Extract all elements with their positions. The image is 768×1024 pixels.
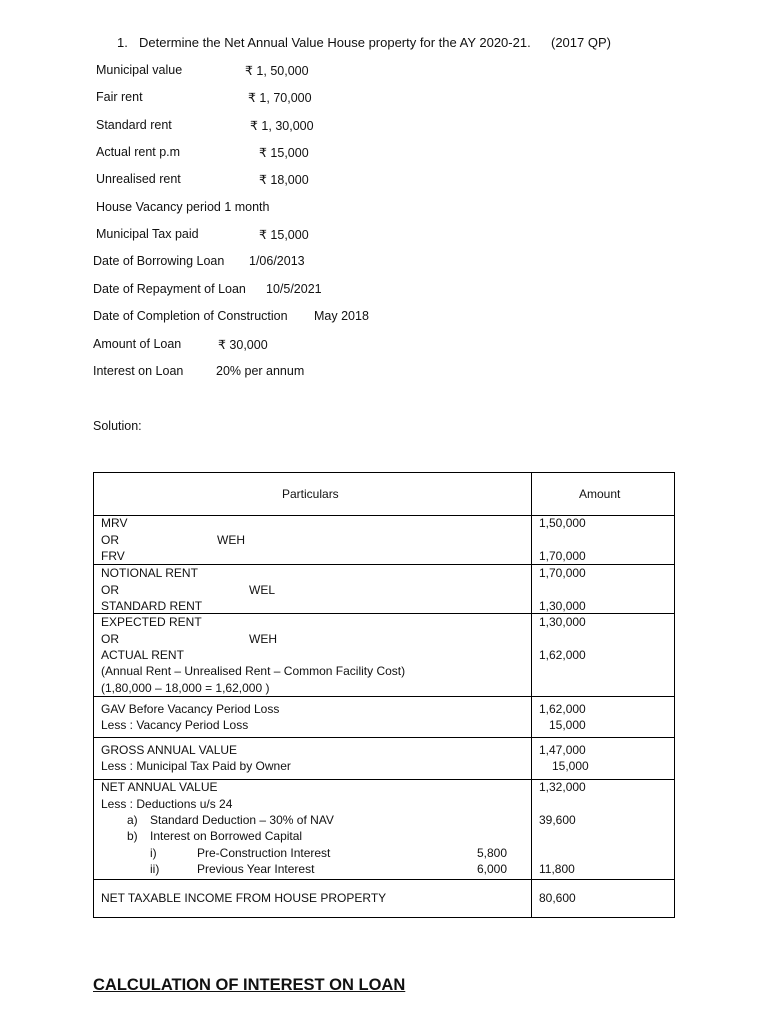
given-label-actual-rent: Actual rent p.m [96, 145, 181, 159]
given-label-standard-rent: Standard rent [96, 118, 172, 132]
given-value-loan-amount: ₹ 30,000 [218, 338, 268, 352]
cell-less-vacancy-loss: Less : Vacancy Period Loss [101, 718, 249, 732]
amount-actual-rent: 1,62,000 [539, 648, 586, 662]
cell-actual-rent: ACTUAL RENT [101, 648, 184, 662]
cell-or: OR [101, 533, 119, 547]
cell-deduction-a-label: a) [127, 813, 138, 827]
cell-net-taxable-income: NET TAXABLE INCOME FROM HOUSE PROPERTY [101, 891, 387, 905]
given-label-completion-date: Date of Completion of Construction [93, 309, 288, 323]
cell-expected-rent: EXPECTED RENT [101, 615, 202, 629]
cell-actual-rent-calculation: (1,80,000 – 18,000 = 1,62,000 ) [101, 681, 270, 695]
amount-frv: 1,70,000 [539, 549, 586, 563]
row-divider [94, 564, 674, 565]
question-number: 1. [117, 35, 128, 50]
amount-interest: 11,800 [539, 862, 575, 876]
given-value-actual-rent: ₹ 15,000 [259, 146, 309, 160]
amount-gross-annual-value: 1,47,000 [539, 743, 586, 757]
amount-municipal-tax: 15,000 [552, 759, 589, 773]
cell-deduction-b-label: b) [127, 829, 138, 843]
given-value-borrowing-date: 1/06/2013 [249, 254, 305, 268]
cell-standard-deduction: Standard Deduction – 30% of NAV [150, 813, 334, 827]
cell-pre-construction-interest: Pre-Construction Interest [197, 846, 331, 860]
given-value-municipal-value: ₹ 1, 50,000 [245, 64, 309, 78]
question-text: Determine the Net Annual Value House property for the AY 2020-21. [139, 35, 531, 50]
cell-standard-rent: STANDARD RENT [101, 599, 203, 613]
given-value-completion-date: May 2018 [314, 309, 369, 323]
value-previous-year-interest: 6,000 [477, 862, 508, 876]
amount-gav-before-vacancy: 1,62,000 [539, 702, 586, 716]
given-label-unrealised-rent: Unrealised rent [96, 172, 181, 186]
section-heading: CALCULATION OF INTEREST ON LOAN [93, 976, 406, 994]
given-label-municipal-value: Municipal value [96, 63, 183, 77]
given-value-municipal-tax: ₹ 15,000 [259, 228, 309, 242]
cell-less-deductions: Less : Deductions u/s 24 [101, 797, 233, 811]
given-value-fair-rent: ₹ 1, 70,000 [248, 91, 312, 105]
given-value-repayment-date: 10/5/2021 [266, 282, 322, 296]
cell-wel: WEL [249, 583, 276, 597]
cell-or: OR [101, 632, 119, 646]
row-divider [94, 879, 674, 880]
cell-interest-borrowed-capital: Interest on Borrowed Capital [150, 829, 303, 843]
given-label-vacancy-period: House Vacancy period 1 month [96, 200, 270, 214]
amount-mrv: 1,50,000 [539, 516, 586, 530]
cell-net-annual-value: NET ANNUAL VALUE [101, 780, 218, 794]
cell-sub-ii-label: ii) [150, 862, 160, 876]
question-source: (2017 QP) [551, 35, 611, 50]
computation-table [93, 472, 675, 918]
given-value-standard-rent: ₹ 1, 30,000 [250, 119, 314, 133]
row-divider [94, 737, 674, 738]
cell-less-municipal-tax: Less : Municipal Tax Paid by Owner [101, 759, 291, 773]
amount-expected-rent: 1,30,000 [539, 615, 586, 629]
given-value-unrealised-rent: ₹ 18,000 [259, 173, 309, 187]
given-label-loan-amount: Amount of Loan [93, 337, 182, 351]
given-value-loan-interest: 20% per annum [216, 364, 305, 378]
cell-gross-annual-value: GROSS ANNUAL VALUE [101, 743, 238, 757]
cell-sub-i-label: i) [150, 846, 157, 860]
cell-previous-year-interest: Previous Year Interest [197, 862, 315, 876]
cell-mrv: MRV [101, 516, 128, 530]
row-divider [94, 613, 674, 614]
given-label-municipal-tax: Municipal Tax paid [96, 227, 199, 241]
cell-notional-rent: NOTIONAL RENT [101, 566, 198, 580]
row-divider [94, 696, 674, 697]
cell-weh: WEH [249, 632, 277, 646]
amount-vacancy-loss: 15,000 [549, 718, 586, 732]
header-particulars: Particulars [282, 487, 339, 501]
given-label-fair-rent: Fair rent [96, 90, 143, 104]
column-divider [531, 473, 532, 917]
header-amount: Amount [579, 487, 621, 501]
amount-net-annual-value: 1,32,000 [539, 780, 586, 794]
given-label-repayment-date: Date of Repayment of Loan [93, 282, 246, 296]
value-pre-construction-interest: 5,800 [477, 846, 508, 860]
cell-weh: WEH [217, 533, 245, 547]
cell-or: OR [101, 583, 119, 597]
given-label-borrowing-date: Date of Borrowing Loan [93, 254, 225, 268]
cell-actual-rent-formula: (Annual Rent – Unrealised Rent – Common Facility Cost) [101, 664, 406, 678]
cell-gav-before-vacancy: GAV Before Vacancy Period Loss [101, 702, 280, 716]
amount-net-taxable-income: 80,600 [539, 891, 576, 905]
amount-standard-deduction: 39,600 [539, 813, 576, 827]
row-divider [94, 515, 674, 516]
given-label-loan-interest: Interest on Loan [93, 364, 184, 378]
amount-notional-rent: 1,70,000 [539, 566, 586, 580]
solution-label: Solution: [93, 419, 142, 433]
cell-frv: FRV [101, 549, 125, 563]
amount-standard-rent: 1,30,000 [539, 599, 586, 613]
